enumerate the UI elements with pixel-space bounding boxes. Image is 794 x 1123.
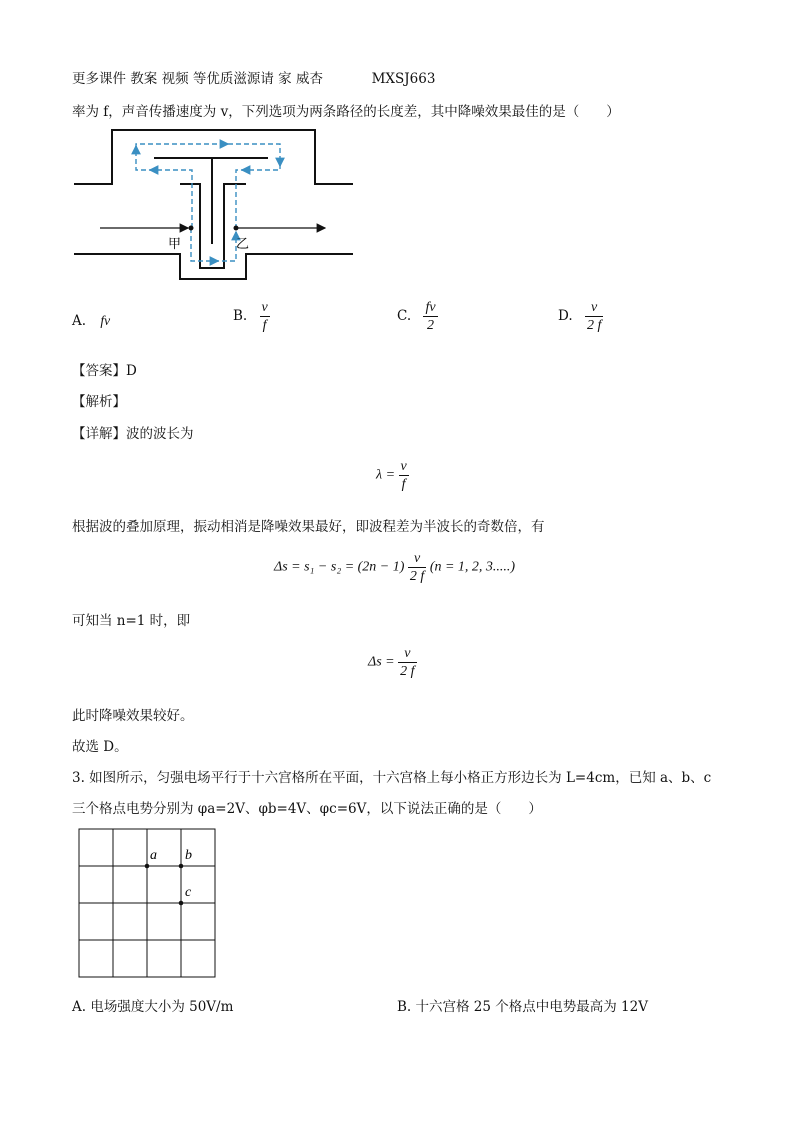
label-yi: 乙 (236, 237, 250, 252)
n-equals-one-text: 可知当 n=1 时，即 (72, 613, 191, 629)
grid-label-b: b (185, 848, 192, 863)
conclusion-text: 此时降噪效果较好。 (72, 708, 194, 724)
detail-line: 【详解】波的波长为 (72, 426, 194, 442)
equation-path-difference: Δs = s₁ − s₂ = (2n − 1) $\frac{v}{2 f}$ (n = 1, 2, 3.....) (274, 551, 516, 584)
option-d-fraction: $\frac{v}{2 f}$ (586, 300, 602, 333)
option-d[interactable]: D. $\frac{v}{2 f}$ (558, 300, 602, 333)
grid-label-c: c (185, 885, 192, 900)
q3-option-b[interactable]: B. 十六宫格 25 个格点中电势最高为 12V (397, 999, 648, 1015)
option-a[interactable]: A. fv (72, 313, 111, 329)
analysis-heading: 【解析】 (72, 394, 126, 410)
question-text: 率为 f，声音传播速度为 v，下列选项为两条路径的长度差，其中降噪效果最佳的是（ ） (72, 104, 620, 120)
equation-result: Δs = $\frac{v}{2 f}$ (368, 646, 415, 679)
question3-line2: 三个格点电势分别为 φa=2V、φb=4V、φc=6V，以下说法正确的是（ ） (72, 801, 542, 817)
label-jia: 甲 (168, 237, 182, 252)
header-text (72, 67, 435, 87)
option-b-fraction: $\frac{v}{f}$ (261, 300, 268, 333)
question3-line1: 3. 如图所示，匀强电场平行于十六宫格所在平面，十六宫格上每小格正方形边长为 L=4cm，已知 a、b、c (72, 770, 712, 786)
sound-paths (136, 144, 280, 261)
grid-point-b (179, 864, 184, 869)
path-arrows (136, 144, 280, 261)
option-a-value: fv (100, 313, 111, 328)
option-c[interactable]: C. $\frac{fv}{2}$ (397, 300, 436, 333)
answer: 【答案】D (72, 363, 137, 379)
principle-text: 根据波的叠加原理，振动相消是降噪效果最好，即波程差为半波长的奇数倍，有 (72, 519, 545, 535)
option-c-fraction: $\frac{fv}{2}$ (425, 300, 436, 333)
sixteen-grid-diagram (76, 826, 221, 981)
noise-duct-diagram (70, 128, 360, 288)
duct-walls (74, 130, 353, 279)
point-yi (234, 226, 239, 231)
choice-text: 故选 D。 (72, 739, 128, 755)
point-jia (189, 226, 194, 231)
grid-point-c (179, 901, 184, 906)
option-b[interactable]: B. $\frac{v}{f}$ (233, 300, 268, 333)
equation-wavelength: λ = $\frac{v}{f}$ (376, 459, 407, 492)
header-left: 更多课件 教案 视频 等优质滋源请 家 威杏 (72, 71, 323, 87)
grid-point-a (145, 864, 150, 869)
grid-label-a: a (150, 848, 157, 863)
q3-option-a[interactable]: A. 电场强度大小为 50V/m (72, 999, 234, 1015)
header-code: MXSJ663 (371, 71, 436, 87)
